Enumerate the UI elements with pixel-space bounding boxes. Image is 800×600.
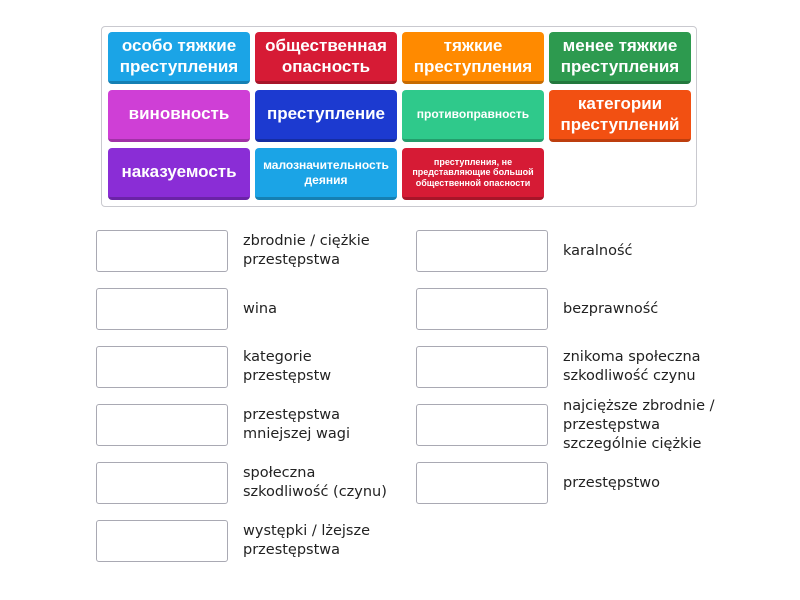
target-label: zbrodnie / ciężkie przestępstwa — [243, 233, 370, 268]
tile-bank — [101, 26, 697, 207]
tile-vinovnost[interactable]: виновность — [108, 90, 250, 142]
drop-slot[interactable] — [96, 404, 228, 446]
drop-slot[interactable] — [416, 346, 548, 388]
drop-slot[interactable] — [96, 462, 228, 504]
tile-kategorii[interactable]: категории преступлений — [549, 90, 691, 142]
tile-tyazhkie[interactable]: тяжкие преступления — [402, 32, 544, 84]
target-label: przestępstwo — [563, 474, 661, 491]
tile-protivopravnost[interactable]: противоправность — [402, 90, 544, 142]
tile-nakazuemost[interactable]: наказуемость — [108, 148, 250, 200]
target-label: przestępstwa mniejszej wagi — [243, 407, 350, 442]
drop-slot[interactable] — [96, 230, 228, 272]
drop-slot[interactable] — [416, 230, 548, 272]
target-label: bezprawność — [563, 300, 659, 317]
target-label: karalność — [563, 242, 633, 259]
tile-ne-predstavlyayushchie[interactable]: преступления, не представляющие большой общественной опасности — [402, 148, 544, 200]
drop-slot[interactable] — [96, 288, 228, 330]
tile-osobo-tyazhkie[interactable]: особо тяжкие преступления — [108, 32, 250, 84]
target-label: społeczna szkodliwość (czynu) — [243, 465, 387, 500]
drop-slot[interactable] — [96, 520, 228, 562]
tile-prestuplenie[interactable]: преступление — [255, 90, 397, 142]
tile-menee-tyazhkie[interactable]: менее тяжкие преступления — [549, 32, 691, 84]
tile-obshchestvennaya-opasnost[interactable]: общественная опасность — [255, 32, 397, 84]
drop-slot[interactable] — [416, 288, 548, 330]
target-label: wina — [243, 300, 277, 317]
target-label: najcięższe zbrodnie / przestępstwa szczególnie ciężkie — [563, 397, 715, 452]
target-label: znikoma społeczna szkodliwość czynu — [563, 349, 701, 384]
drop-slot[interactable] — [416, 462, 548, 504]
target-label: kategorie przestępstw — [243, 349, 332, 384]
target-label: występki / lżejsze przestępstwa — [243, 523, 371, 558]
drop-slot[interactable] — [416, 404, 548, 446]
drop-slot[interactable] — [96, 346, 228, 388]
tile-maloznachitelnost[interactable]: малозначительность деяния — [255, 148, 397, 200]
